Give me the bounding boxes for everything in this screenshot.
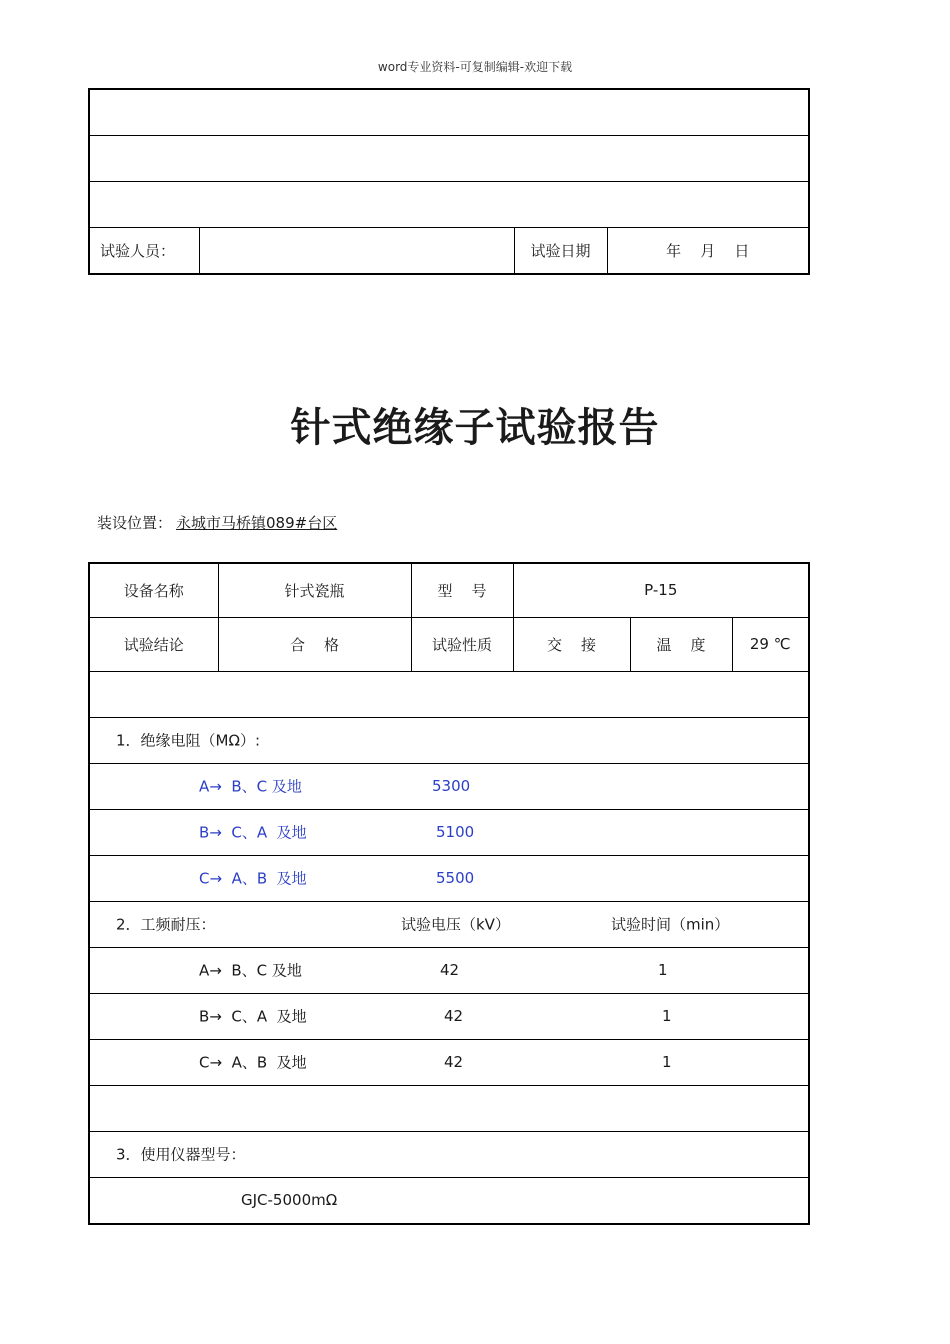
install-location (97, 512, 337, 533)
temperature-label: 温 度 (630, 617, 732, 671)
phase-label: C→ A、B 及地 (199, 869, 307, 888)
model-label: 型 号 (411, 563, 513, 617)
tester-row (89, 228, 809, 275)
time-value: 1 (662, 1053, 672, 1071)
location-label: 装设位置： (97, 514, 173, 532)
instrument-model: GJC-5000mΩ (241, 1191, 338, 1209)
instrument-heading: 3．使用仪器型号： (116, 1145, 246, 1164)
instrument-row (89, 1177, 809, 1224)
tester-field[interactable] (199, 228, 514, 275)
withstand-row (89, 947, 809, 993)
phase-label: A→ B、C 及地 (199, 961, 302, 980)
tester-label: 试验人员： (89, 228, 199, 275)
voltage-value: 42 (440, 961, 460, 979)
withstand-heading: 2．工频耐压： (116, 915, 216, 934)
voltage-value: 42 (444, 1007, 464, 1025)
conclusion-row (89, 617, 809, 671)
blank-row (89, 182, 809, 228)
blank-row (89, 136, 809, 182)
conclusion-label: 试验结论 (89, 617, 218, 671)
test-date-field[interactable]: 年 月 日 (607, 228, 809, 275)
test-report-table (88, 562, 810, 1225)
blank-row (89, 1085, 809, 1131)
conclusion-value: 合 格 (218, 617, 411, 671)
voltage-value: 42 (444, 1053, 464, 1071)
withstand-row (89, 1039, 809, 1085)
resistance-value: 5500 (436, 869, 475, 887)
report-title: 针式绝缘子试验报告 (290, 404, 660, 451)
test-date-label: 试验日期 (514, 228, 607, 275)
device-name-value: 针式瓷瓶 (218, 563, 411, 617)
blank-row (89, 671, 809, 717)
device-info-row (89, 563, 809, 617)
instrument-heading-row (89, 1131, 809, 1177)
insulation-row (89, 855, 809, 901)
phase-label: C→ A、B 及地 (199, 1053, 307, 1072)
device-name-label: 设备名称 (89, 563, 218, 617)
signature-table (88, 88, 810, 275)
location-value: 永城市马桥镇089#台区 (176, 514, 338, 532)
phase-label: A→ B、C 及地 (199, 777, 302, 796)
test-nature-value: 交 接 (513, 617, 630, 671)
phase-label: B→ C、A 及地 (199, 1007, 307, 1026)
insulation-heading: 1．绝缘电阻（MΩ）: (116, 731, 261, 750)
voltage-column-header: 试验电压（kV） (401, 915, 510, 934)
blank-row (89, 89, 809, 136)
withstand-row (89, 993, 809, 1039)
insulation-row (89, 809, 809, 855)
withstand-heading-row (89, 901, 809, 947)
test-nature-label: 试验性质 (411, 617, 513, 671)
model-value: P-15 (513, 563, 809, 617)
insulation-heading-row (89, 717, 809, 763)
page-header-note: word专业资料-可复制编辑-欢迎下载 (377, 60, 573, 74)
time-value: 1 (662, 1007, 672, 1025)
temperature-value: 29 ℃ (732, 617, 809, 671)
time-column-header: 试验时间（min） (611, 915, 730, 934)
phase-label: B→ C、A 及地 (199, 823, 307, 842)
resistance-value: 5300 (432, 777, 471, 795)
resistance-value: 5100 (436, 823, 475, 841)
time-value: 1 (658, 961, 668, 979)
insulation-row (89, 763, 809, 809)
